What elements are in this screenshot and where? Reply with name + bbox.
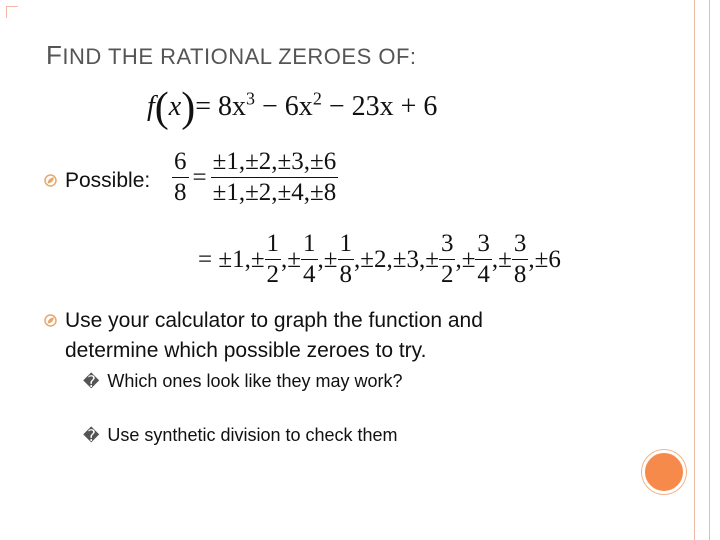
list-lead: = ±1,± bbox=[198, 245, 265, 273]
instruction-line-1: Use your calculator to graph the function and bbox=[65, 309, 483, 332]
instruction-line-2: determine which possible zeroes to try. bbox=[65, 339, 427, 362]
list-separator: ,±2,±3,± bbox=[354, 245, 439, 273]
candidate-fraction bbox=[475, 230, 492, 289]
sub-bullet-text: Use synthetic division to check them bbox=[107, 425, 398, 445]
sub-bullet bbox=[83, 425, 398, 446]
candidate-fraction bbox=[301, 230, 318, 289]
sub-bullet-marker-icon: � bbox=[83, 426, 100, 445]
candidate-fraction bbox=[512, 230, 529, 289]
corner-rule bbox=[6, 6, 18, 7]
right-border-line-outer bbox=[709, 0, 710, 540]
eq-rhs: = 8x bbox=[195, 91, 247, 122]
candidate-num: 1 bbox=[265, 230, 282, 260]
list-separator: ,± bbox=[317, 245, 338, 273]
candidate-fraction bbox=[338, 230, 355, 289]
candidate-den: 4 bbox=[477, 261, 490, 288]
eq-exp2: 2 bbox=[312, 88, 322, 109]
sub-bullet-marker-icon: � bbox=[83, 372, 100, 391]
instruction-text bbox=[65, 306, 483, 366]
title-text: IND THE RATIONAL ZEROES OF bbox=[62, 44, 410, 69]
leaf-bullet-icon bbox=[44, 174, 57, 187]
candidate-fraction bbox=[439, 230, 456, 289]
fraction-denominator: 8 bbox=[174, 179, 187, 206]
candidate-den: 2 bbox=[440, 261, 454, 288]
fraction-factors bbox=[211, 148, 339, 207]
factors-of-leading: ±1,±2,±4,±8 bbox=[212, 179, 337, 206]
candidate-num: 3 bbox=[439, 230, 456, 260]
candidate-den: 2 bbox=[266, 261, 280, 288]
eq-exp3: 3 bbox=[246, 88, 256, 109]
function-equation bbox=[147, 84, 437, 132]
candidate-den: 8 bbox=[339, 261, 353, 288]
title-colon: : bbox=[409, 44, 417, 69]
equals-sign: = bbox=[192, 163, 207, 191]
list-separator: ,± bbox=[491, 245, 512, 273]
sub-bullet-text: Which ones look like they may work? bbox=[107, 371, 403, 391]
eq-mid: − 6x bbox=[255, 91, 313, 122]
possible-ratio bbox=[172, 148, 338, 207]
candidate-num: 1 bbox=[301, 230, 318, 260]
slide-title bbox=[46, 40, 417, 71]
eq-f: f bbox=[147, 91, 155, 122]
factors-of-constant: ±1,±2,±3,±6 bbox=[211, 148, 339, 178]
candidate-num: 1 bbox=[338, 230, 355, 260]
candidate-fraction bbox=[265, 230, 282, 289]
leaf-bullet-icon bbox=[44, 314, 57, 327]
sub-bullet bbox=[83, 371, 403, 392]
candidate-num: 3 bbox=[512, 230, 529, 260]
list-separator: ,± bbox=[455, 245, 476, 273]
list-separator: ,± bbox=[281, 245, 302, 273]
possible-zeroes-list bbox=[198, 230, 561, 289]
possible-label: Possible: bbox=[65, 169, 151, 192]
eq-x: x bbox=[168, 91, 182, 122]
list-separator: ,±6 bbox=[528, 245, 561, 273]
fraction-numerator: 6 bbox=[172, 148, 189, 178]
title-initial: F bbox=[46, 40, 63, 70]
accent-circle bbox=[642, 450, 686, 494]
right-border-line bbox=[694, 0, 695, 540]
eq-paren-close: ) bbox=[181, 85, 196, 131]
eq-paren-open: ( bbox=[154, 85, 169, 131]
candidate-den: 4 bbox=[303, 261, 316, 288]
corner-rule-vertical bbox=[6, 6, 7, 18]
eq-end: − 23x + 6 bbox=[321, 91, 438, 122]
candidate-den: 8 bbox=[513, 261, 527, 288]
candidate-num: 3 bbox=[475, 230, 492, 260]
fraction-p-over-q bbox=[172, 148, 189, 207]
